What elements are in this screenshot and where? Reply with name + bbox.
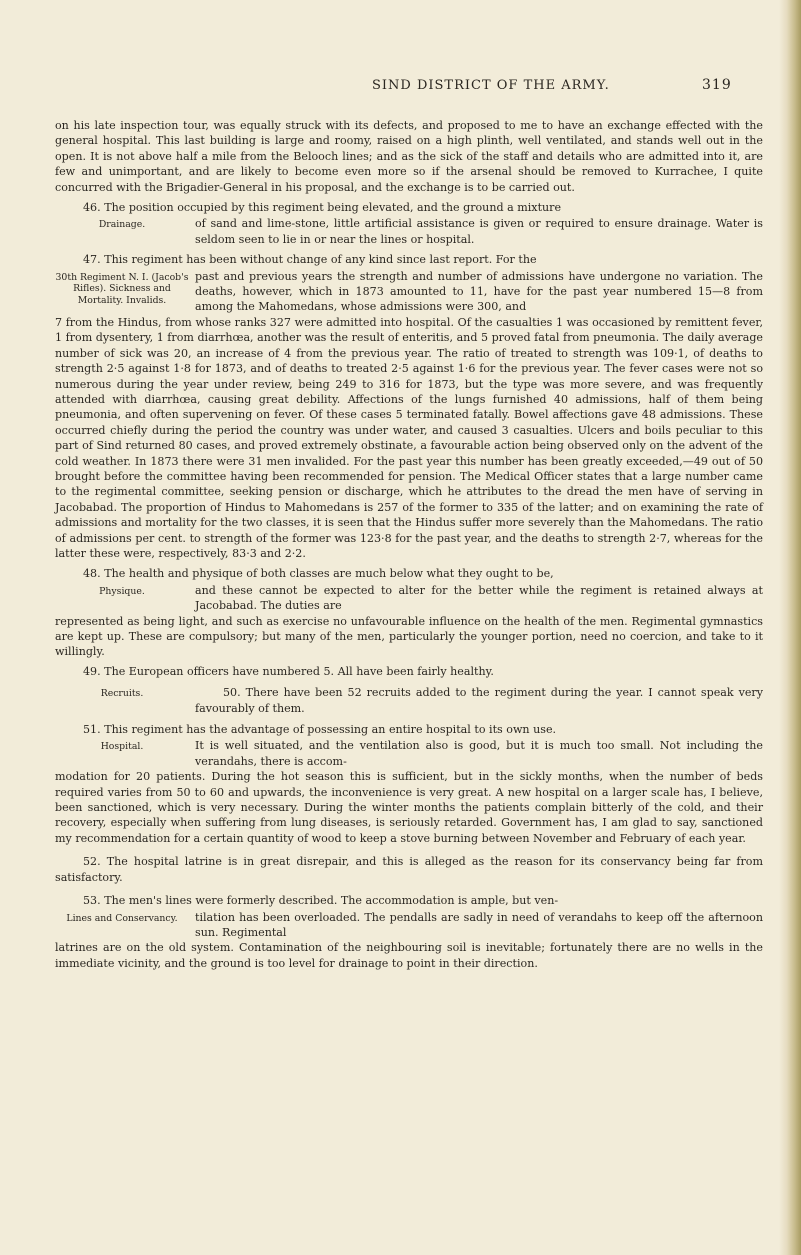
paragraph-47-rest: 7 from the Hindus, from whose ranks 327 were admitted into hospital. Of the casualties 1 was occasioned by remittent fever, 1 from dysentery, 1 from diarrhœa, another was the result of enteritis, and 5 proved fatal from pneumonia. The daily average number of sick was 20, an increase of 4 from the previous year. The ratio of treated to strength was 109·1, of deaths to strength 2·5 against 1·8 for 1873, and of deaths to treated 2·5 against 1·6 for the previous year. The fever cases were not so numerous during the year under review, being 249 to 316 for 1873, but the type was more severe, and was frequently attended with diarrhœa, causing great debility. Affections of the lungs furnished 40 admissions, half of them being pneumonia, and often supervening on fever. Of these cases 5 terminated fatally. Bowel affections gave 48 admissions. These occurred chiefly during the period the country was under water, and caused 3 casualties. Ulcers and boils peculiar to this part of Sind returned 80 cases, and proved extremely obstinate, a favourable action being observed only on the advent of the cold weather. In 1873 there were 31 men invalided. For the past year this number has been greatly exceeded,—49 out of 50 brought before the committee having been recommended for pension. The Medical Officer states that a large number came to the regimental committee, seeking pension or discharge, which he attributes to the dread the men have of serving in Jacobabad. The proportion of Hindus to Mahomedans is 257 of the former to 335 of the latter; and on examining the rate of admissions and mortality for the two classes, it is seen that the Hindus suffer more severely than the Mahomedans. The ratio of admissions per cent. to strength of the former was 123·8 for the past year, and the deaths to strength 2·7, whereas for the latter these were, respectively, 83·3 and 2·2. <box>55 315 763 560</box>
paragraph-number: 53. <box>83 894 101 908</box>
margin-note-hospital: Hospital. <box>100 741 144 753</box>
paragraph-text: The health and physique of both classes are much below what they ought to be, <box>104 567 554 581</box>
paragraph-50-row <box>55 685 763 716</box>
paragraph-51-body: It is well situated, and the ventilation also is good, but it is much too small. Not including the verandahs, there is accom- <box>195 739 763 768</box>
margin-note-regiment: 30th Regiment N. I. (Jacob's Rifles). Sickness and Mortality. Invalids. <box>55 271 189 306</box>
margin-note-lines: Lines and Conservancy. <box>66 912 178 924</box>
header-title: SIND DISTRICT OF THE ARMY. <box>372 78 610 93</box>
page-body <box>55 118 763 972</box>
paragraph-number: 48. <box>83 567 101 581</box>
paragraph-50-body: 50. There have been 52 recruits added to the regiment during the year. I cannot speak very favourably of them. <box>195 686 763 715</box>
paragraph-49: 49. The European officers have numbered 5. All have been fairly healthy. <box>83 664 494 678</box>
paragraph-text: The men's lines were formerly described. The accommodation is ample, but ven- <box>104 894 559 908</box>
paragraph-47-row <box>55 269 763 315</box>
paragraph-51-rest: modation for 20 patients. During the hot season this is sufficient, but in the sickly months, when the number of beds required varies from 50 to 60 and upwards, the inconvenience is very great. A new hospital on a larger scale has, I believe, been sanctioned, which is very necessary. During the winter months the patients complain bitterly of the cold, and their recovery, especially when suffering from lung diseases, is seriously retarded. Government has, I am glad to say, sanctioned my recommendation for a certain quantity of wood to keep a stove burning between November and February of each year. <box>55 770 763 845</box>
paragraph-number: 47. <box>83 253 101 267</box>
paragraph-46-row <box>55 216 763 247</box>
paragraph-53-lead <box>55 893 763 908</box>
paragraph-51-row <box>55 738 763 769</box>
paragraph-51-lead <box>55 722 763 737</box>
paragraph-52: 52. The hospital latrine is in great disrepair, and this is alleged as the reason for its conservancy being far from satisfactory. <box>55 855 763 884</box>
paragraph-text: This regiment has been without change of any kind since last report. For the <box>104 253 537 267</box>
margin-note-drainage: Drainage. <box>98 219 146 231</box>
margin-note-physique: Physique. <box>99 585 145 597</box>
paragraph-text: This regiment has the advantage of possessing an entire hospital to its own use. <box>104 723 557 737</box>
page-number: 319 <box>702 77 732 93</box>
paragraph-number: 46. <box>83 201 101 215</box>
paragraph-46-body: of sand and lime-stone, little artificial assistance is given or required to ensure drainage. Water is seldom seen to lie in or near the lines or hospital. <box>195 217 763 246</box>
paragraph-text: The position occupied by this regiment being elevated, and the ground a mixture <box>104 201 562 215</box>
paragraph-46-lead <box>55 200 763 215</box>
paragraph-53-body: tilation has been overloaded. The pendalls are sadly in need of verandahs to keep off the afternoon sun. Regimental <box>195 910 763 939</box>
paragraph-48-lead <box>55 566 763 581</box>
paragraph-number: 51. <box>83 723 101 737</box>
paragraph-53-rest: latrines are on the old system. Contamination of the neighbouring soil is inevitable; fortunately there are no wells in the immediate vicinity, and the ground is too level for drainage to point in their direction. <box>55 941 763 970</box>
page-spine-shadow <box>779 0 801 1255</box>
paragraph-48-row <box>55 583 763 614</box>
paragraph-48-rest: represented as being light, and such as exercise no unfavourable influence on the health of the men. Regimental gymnastics are kept up. These are compulsory; but many of the men, particularly the younger portion, need no coercion, and take to it willingly. <box>55 614 763 659</box>
paragraph-45-continuation: on his late inspection tour, was equally struck with its defects, and proposed to me to have an exchange effected with the general hospital. This last building is large and roomy, raised on a high plinth, well ventilated, and stands well out in the open. It is not above half a mile from the Belooch lines; and as the sick of the staff and details who are admitted into it, are few and unimportant, and are likely to become even more so if the arsenal should be removed to Kurrachee, I quite concurred with the Brigadier-General in his proposal, and the exchange is to be carried out. <box>55 119 763 194</box>
paragraph-53-row <box>55 910 763 941</box>
paragraph-47-body: past and previous years the strength and number of admissions have undergone no variation. The deaths, however, which in 1873 amounted to 11, have for the past year numbered 15—8 from among the Mahomedans, whose admissions were 300, and <box>195 269 763 314</box>
paragraph-48-body: and these cannot be expected to alter for the better while the regiment is retained always at Jacobabad. The duties are <box>195 583 763 613</box>
paragraph-47-lead <box>55 252 763 267</box>
margin-note-recruits: Recruits. <box>100 688 144 700</box>
